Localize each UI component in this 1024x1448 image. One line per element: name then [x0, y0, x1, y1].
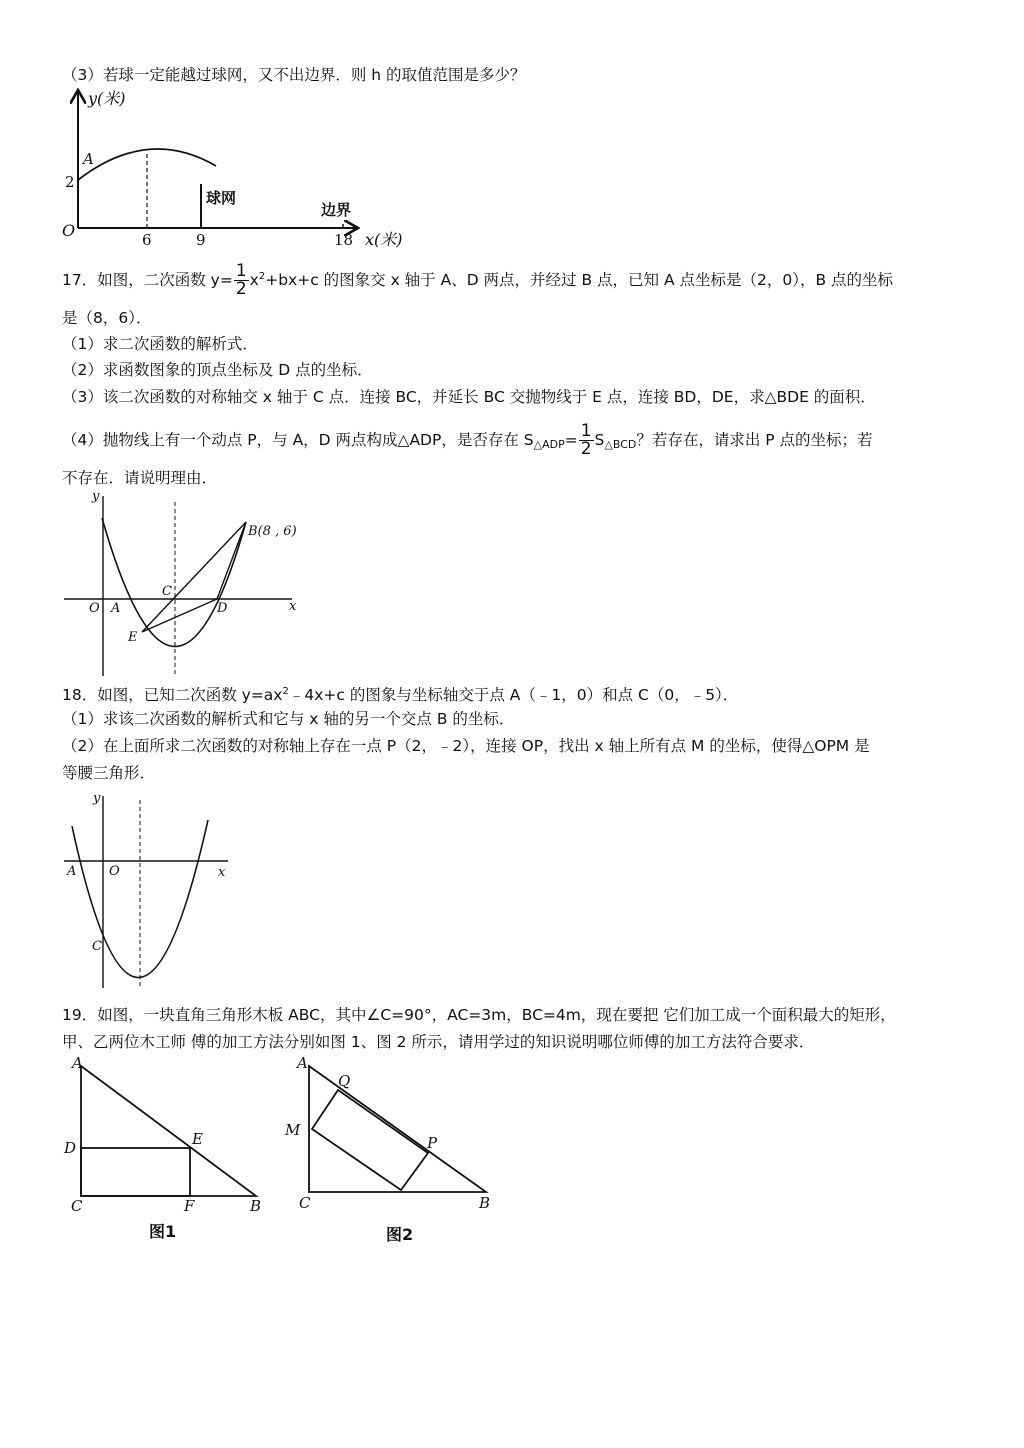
q18-intro-b: ﹣4x+c 的图象与坐标轴交于点 A（﹣1，0）和点 C（0，﹣5）． [288, 686, 739, 705]
q17-fraction [234, 263, 249, 298]
q16-x-label: x(米) [365, 230, 403, 249]
q19-fig1-rectangle [81, 1148, 190, 1196]
q16-y-tick: 2 [65, 173, 75, 191]
q17-figure [60, 488, 320, 678]
q17-part4-d: ？若存在，请求出 P 点的坐标；若 [636, 431, 873, 449]
q17-intro [62, 263, 893, 298]
q16-net-label: 球网 [206, 189, 237, 207]
q19-fig2-triangle [309, 1066, 486, 1192]
q17-point-b: B(8 , 6) [248, 524, 297, 539]
q19-fig2-p: P [427, 1134, 438, 1152]
q19-fig2-a: A [297, 1054, 308, 1072]
q17-part4 [62, 423, 873, 458]
q17-x-label: x [289, 599, 297, 614]
q18-part2: （2）在上面所求二次函数的对称轴上存在一点 P（2，﹣2），连接 OP，找出 x 轴上所有点 M 的坐标，使得△OPM 是 [62, 737, 870, 755]
q17-part4-sub2: △BCD [604, 438, 637, 451]
q16-part3: （3）若球一定能越过球网，又不出边界．则 h 的取值范围是多少？ [62, 66, 526, 84]
q19-fig1-c: C [71, 1197, 83, 1215]
q17-part3: （3）该二次函数的对称轴交 x 轴于 C 点．连接 BC，并延长 BC 交抛物线于 E 点，连接 BD，DE，求△BDE 的面积． [62, 388, 876, 406]
q16-y-label: y(米) [88, 89, 126, 108]
q17-intro-b: x [249, 271, 259, 289]
q17-part4-b: = [564, 431, 578, 449]
q17-point-d: D [217, 601, 228, 616]
q17-part4-frac-num: 1 [580, 421, 592, 441]
q19-fig2-b: B [479, 1194, 491, 1212]
q17-frac-den: 2 [235, 279, 247, 299]
q16-origin: O [62, 221, 76, 240]
q16-x-tick-18: 18 [334, 231, 354, 249]
q17-origin: O [89, 601, 100, 616]
q16-x-tick-6: 6 [142, 231, 152, 249]
q17-y-label: y [92, 489, 100, 504]
q17-intro-c: +bx+c 的图象交 x 轴于 A、D 两点，并经过 B 点，已知 A 点坐标是（2，0），B 点的坐标 [265, 271, 894, 289]
q18-point-c: C [92, 939, 102, 954]
q17-frac-num: 1 [235, 261, 247, 281]
q18-intro-a: 18．如图，已知二次函数 y=ax [62, 686, 283, 705]
q18-x-label: x [218, 865, 226, 880]
q16-figure [58, 88, 418, 253]
q17-parabola [102, 518, 246, 647]
q17-point-a: A [111, 601, 121, 616]
q19-fig1-a: A [72, 1054, 83, 1072]
q17-segment-de [142, 599, 217, 632]
q19-fig2-caption: 图2 [386, 1225, 414, 1244]
q19-fig2-c: C [299, 1194, 311, 1212]
q17-segment-bd [217, 522, 246, 599]
q17-part4-c: S [594, 431, 605, 449]
q17-part1: （1）求二次函数的解析式． [62, 335, 258, 353]
q19-fig1-triangle [81, 1066, 256, 1196]
q18-intro [62, 681, 738, 706]
q19-fig2-q: Q [338, 1072, 351, 1090]
q18-point-a: A [67, 864, 77, 879]
q19-line2: 甲、乙两位木工师 傅的加工方法分别如图 1、图 2 所示，请用学过的知识说明哪位师傅的加工方法符合要求． [62, 1033, 815, 1051]
q19-figure2 [282, 1052, 512, 1248]
q19-fig2-m: M [285, 1121, 301, 1139]
q17-point-e: E [128, 630, 138, 645]
q16-point-a: A [83, 150, 94, 168]
q17-point-c: C [162, 584, 172, 599]
q17-intro-line2: 是（8，6）． [62, 309, 152, 327]
q18-part2-line2: 等腰三角形． [62, 764, 156, 782]
q17-part4-line2: 不存在．请说明理由． [62, 469, 218, 487]
q17-intro-a: 17．如图，二次函数 y= [62, 271, 233, 289]
q18-part1: （1）求该二次函数的解析式和它与 x 轴的另一个交点 B 的坐标． [62, 710, 515, 728]
q19-figure1 [60, 1052, 280, 1244]
q17-part4-frac-den: 2 [580, 439, 592, 459]
q17-part2: （2）求函数图象的顶点坐标及 D 点的坐标． [62, 361, 373, 379]
q18-y-label: y [93, 791, 101, 806]
q19-fig1-e: E [192, 1130, 203, 1148]
q17-segment-be [142, 522, 246, 632]
q18-intro-sup: 2 [282, 686, 289, 697]
q19-line1: 19．如图，一块直角三角形木板 ABC，其中∠C=90°，AC=3m，BC=4m，现在要把 它们加工成一个面积最大的矩形， [62, 1006, 896, 1024]
q19-fig1-d: D [64, 1139, 77, 1157]
q17-part4-sub1: △ADP [533, 438, 565, 451]
q16-boundary-label: 边界 [321, 201, 352, 219]
q18-figure [60, 790, 240, 990]
q19-fig1-b: B [250, 1197, 262, 1215]
q18-origin: O [109, 864, 120, 879]
q17-intro-sup: 2 [258, 270, 266, 282]
q19-fig1-caption: 图1 [149, 1222, 177, 1241]
q16-x-tick-9: 9 [196, 231, 206, 249]
q19-fig1-f: F [184, 1197, 195, 1215]
q17-part4-a: （4）抛物线上有一个动点 P，与 A，D 两点构成△ADP，是否存在 S [62, 431, 534, 449]
q17-part4-fraction [579, 423, 594, 458]
q19-fig2-rectangle [312, 1090, 428, 1190]
